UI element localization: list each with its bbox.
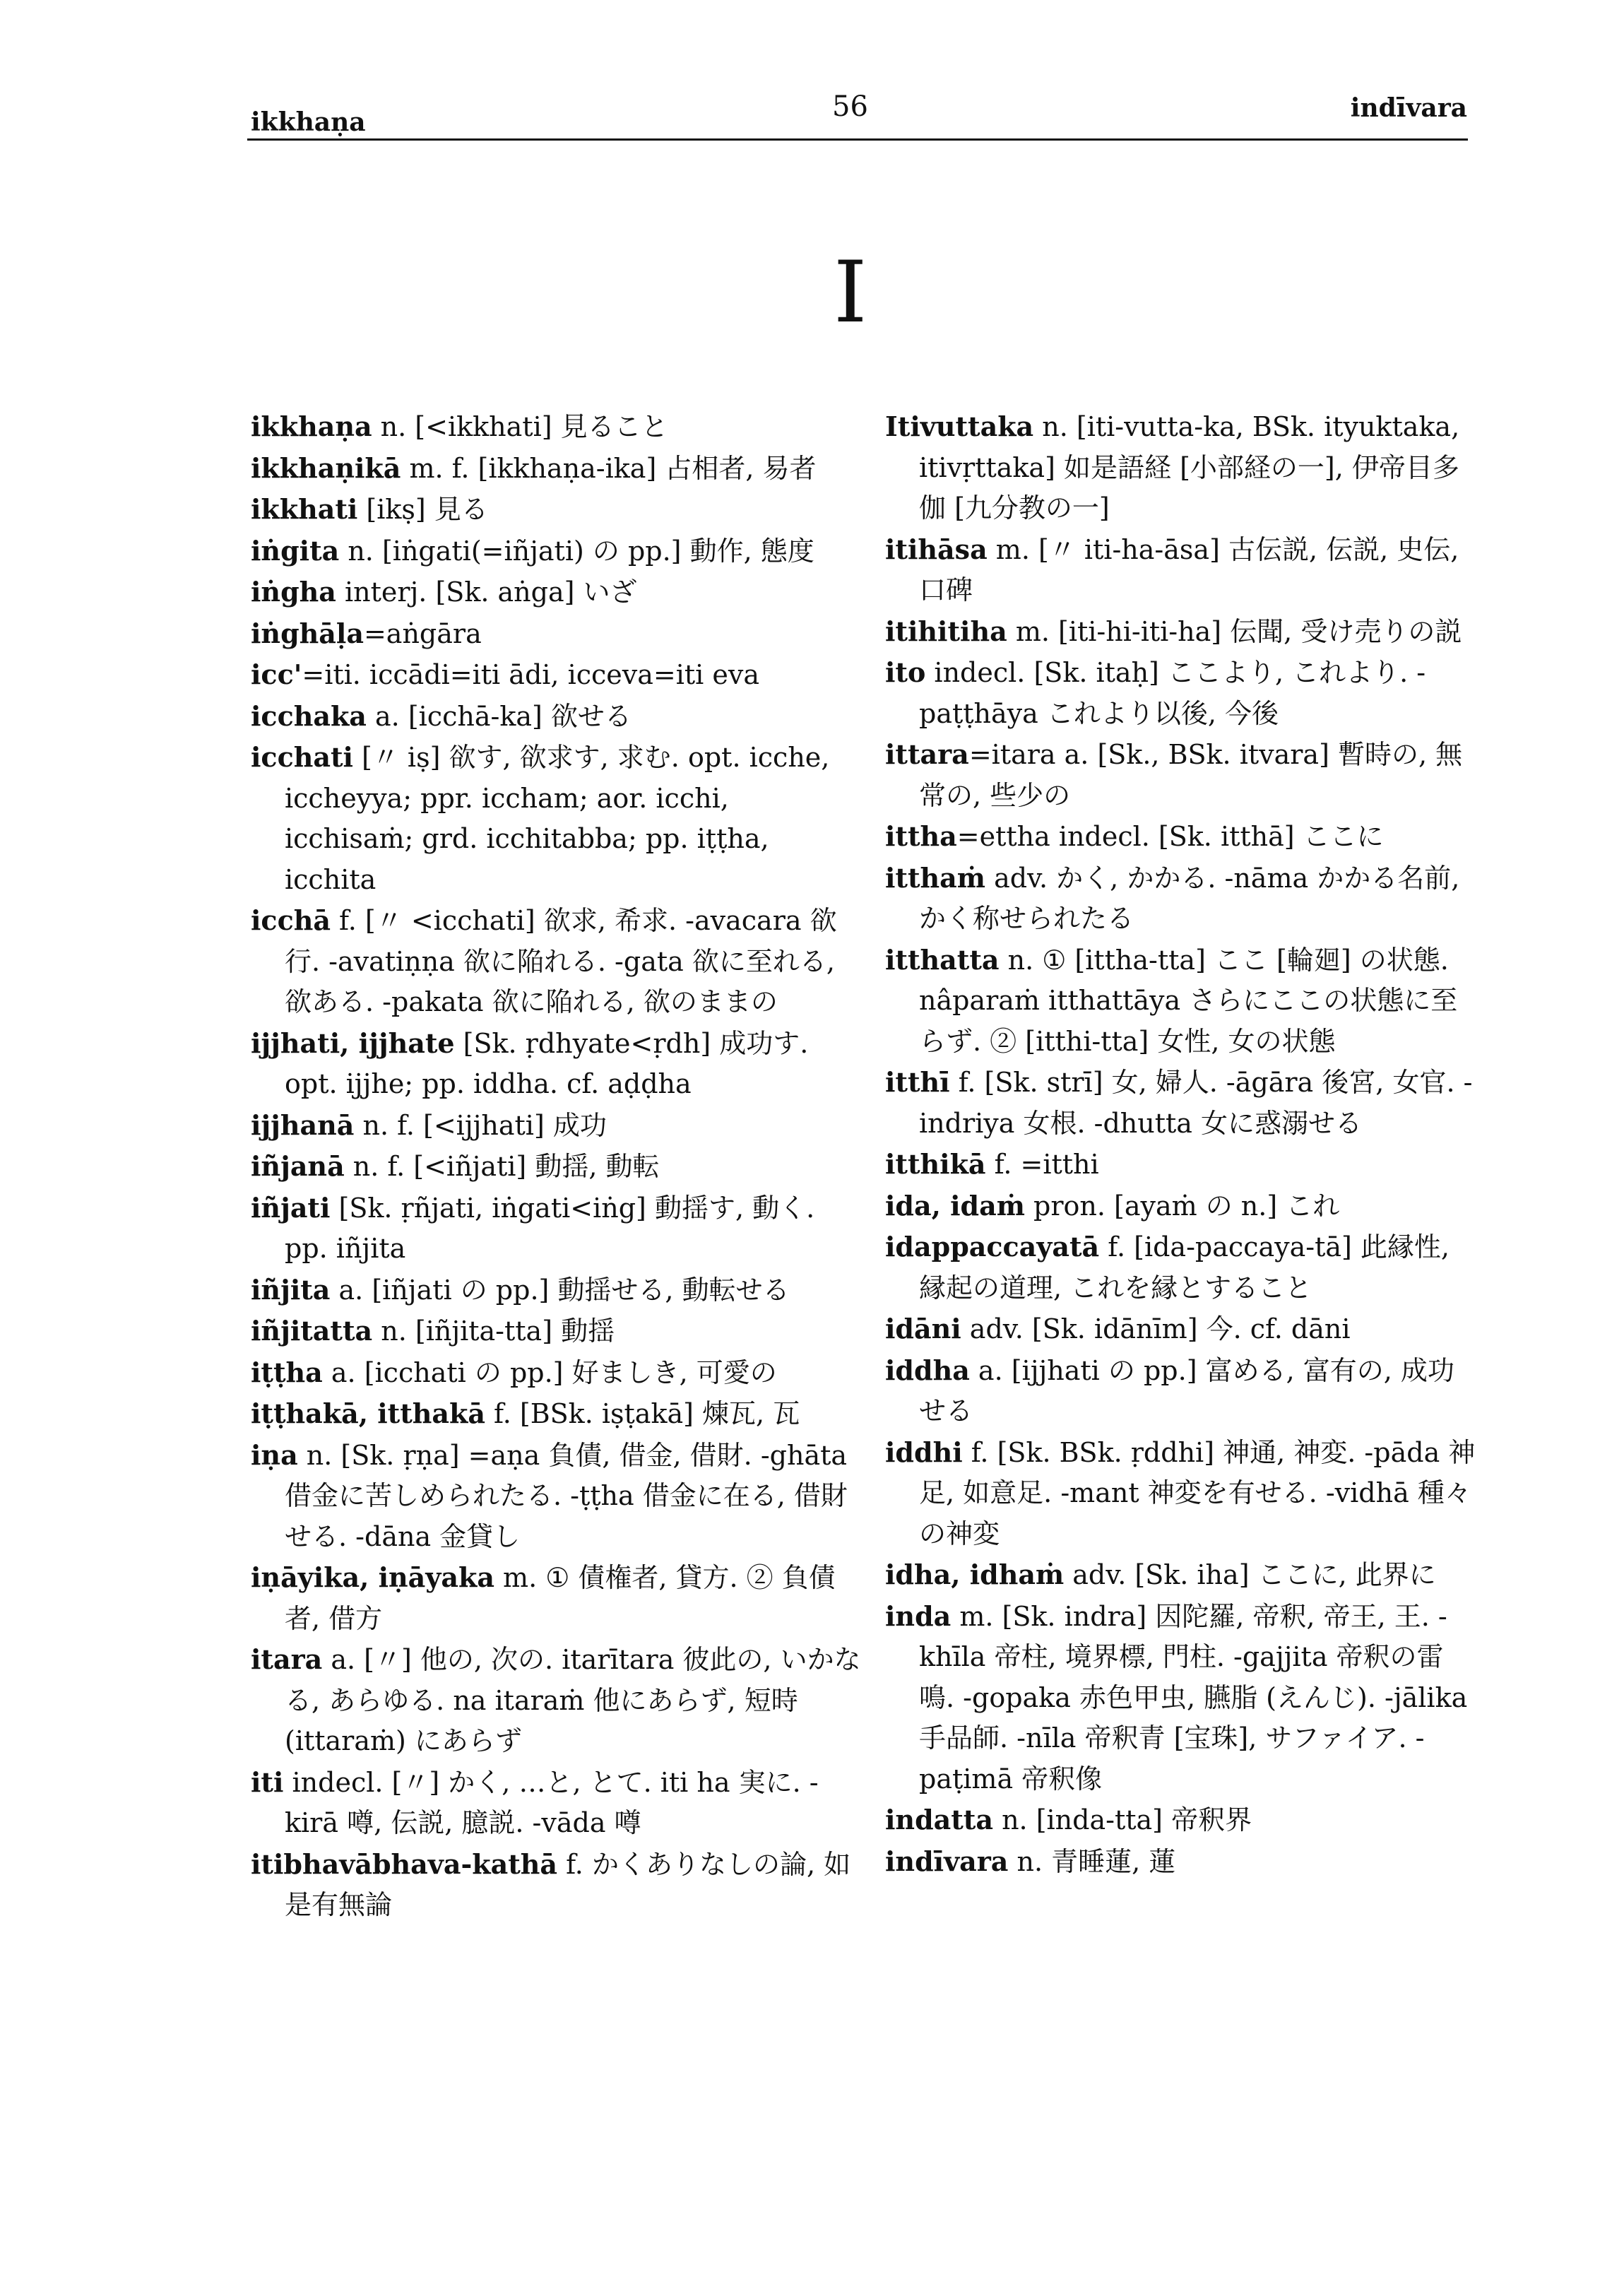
entry-headword: iñjitatta [251,1315,373,1347]
entry-definition: pron. [ayaṁ の n.] これ [1024,1190,1340,1222]
entry-headword: icchati [251,741,353,773]
entry-definition: interj. [Sk. aṅga] いざ [336,577,637,608]
dictionary-entry [885,1841,1478,1883]
entry-definition: adv. かく, かかる. -nāma かかる名前, かく称せられたる [919,862,1460,934]
entry-headword: itibhavābhava-kathā [251,1847,557,1880]
dictionary-entry [251,737,865,900]
entry-definition: n. [Sk. ṛṇa] =aṇa 負債, 借金, 借財. -ghāta 借金に苦しめられたる. -ṭṭha 借金に在る, 借財せる. -dāna 金貸し [285,1439,848,1552]
entry-definition: [Sk. ṛñjati, iṅgati<iṅg] 動揺す, 動く. pp. iñjita [285,1192,815,1264]
page-number: 56 [832,90,868,123]
entry-definition: adv. [Sk. idānīm] 今. cf. dāni [961,1313,1351,1344]
entry-headword: indīvara [885,1845,1009,1877]
entry-headword: iṅgita [251,534,340,567]
entry-definition: f. [Sk. BSk. ṛddhi] 神通, 神変. -pāda 神足, 如意足. -mant 神変を有せる. -vidhā 種々の神変 [919,1436,1476,1549]
dictionary-entry [885,529,1478,611]
dictionary-entry [885,1799,1478,1841]
entry-definition: indecl. [Sk. itaḥ] ここより, これより. -paṭṭhāya これより以後, 今後 [919,657,1426,729]
entry-definition: m. f. [ikkhaṇa-ika] 占相者, 易者 [401,452,817,484]
entry-headword: iñjanā [251,1150,345,1182]
dictionary-entry [251,1352,865,1394]
dictionary-entry [251,1105,865,1147]
entry-headword: iṭṭhakā, itthakā [251,1397,485,1429]
dictionary-entry [885,734,1478,816]
dictionary-entry [251,1311,865,1352]
entry-headword: idha, idhaṁ [885,1559,1065,1590]
entry-definition: f. [ida-paccaya-tā] 此縁性, 縁起の道理, これを縁とすること [919,1231,1450,1303]
entry-definition: n. [iṅgati(=iñjati) の pp.] 動作, 態度 [339,535,814,567]
dictionary-entry [251,696,865,738]
left-column [251,406,865,1926]
dictionary-entry [251,1557,865,1639]
entry-definition: n. ① [ittha-tta] ここ [輪廻] の状態. nâparaṁ itthattāya さらにここの状態に至らず. ② [itthi-tta] 女性, 女の状態 [919,944,1458,1057]
entry-definition: n. f. [<iñjati] 動揺, 動転 [344,1151,660,1182]
entry-headword: indatta [885,1804,993,1835]
dictionary-entry [251,1023,865,1105]
entry-definition: a. [ijjhati の pp.] 富める, 富有の, 成功せる [919,1354,1454,1426]
entry-headword: icc' [251,658,302,690]
entry-headword: itara [251,1643,323,1675]
entry-definition: f. [Sk. strī] 女, 婦人. -āgāra 後宮, 女官. -indriya 女根. -dhutta 女に惑溺せる [919,1067,1473,1139]
entry-headword: iṇa [251,1438,298,1471]
entry-definition: n. 青睡蓮, 蓮 [1008,1845,1176,1877]
dictionary-entry [885,652,1478,734]
entry-headword: iddha [885,1354,970,1386]
entry-definition: [ikṣ] 見る [357,494,488,525]
dictionary-entry [251,489,865,531]
dictionary-entry [885,1554,1478,1596]
entry-definition: f. かくありなしの論, 如是有無論 [285,1848,851,1920]
entry-headword: iṭṭha [251,1356,323,1388]
dictionary-entry [251,1844,865,1926]
entry-headword: idappaccayatā [885,1231,1100,1263]
entry-definition: a. [icchati の pp.] 好ましき, 可愛の [322,1356,777,1388]
section-letter: I [834,244,867,342]
dictionary-entry [251,654,865,696]
entry-definition: f. [〃 <icchati] 欲求, 希求. -avacara 欲行. -avatiṇṇa 欲に陥れる. -gata 欲に至れる, 欲ある. -pakata 欲に陥れる, 欲のままの [285,905,837,1017]
entry-definition: a. [icchā-ka] 欲せる [366,700,632,732]
entry-definition: f. =itthi [985,1149,1099,1180]
entry-headword: ittara [885,738,969,770]
dictionary-entry [251,1393,865,1435]
entry-definition: n. [iñjita-tta] 動揺 [372,1315,615,1347]
entry-headword: iṇāyika, iṇāyaka [251,1561,494,1593]
entry-headword: icchā [251,904,331,936]
entry-headword: itthī [885,1066,950,1098]
entry-definition: =itara a. [Sk., BSk. itvara] 暫時の, 無常の, 些少の [919,739,1463,811]
entry-definition: n. f. [<ijjhati] 成功 [354,1109,607,1141]
entry-headword: iti [251,1766,284,1798]
entry-headword: iñjati [251,1191,331,1224]
entry-headword: idāni [885,1313,961,1344]
dictionary-entry [251,1146,865,1188]
dictionary-entry [251,1762,865,1844]
dictionary-entry [251,900,865,1023]
entry-headword: itihāsa [885,533,988,565]
entry-headword: itthikā [885,1148,986,1180]
header-rule [247,138,1468,141]
entry-headword: itihitiha [885,615,1007,647]
entry-definition: [〃 iṣ] 欲す, 欲求す, 求む. opt. icche, iccheyya; ppr. iccham; aor. icchi, icchisaṁ; grd. icchitabba; pp. iṭṭha, icchita [285,742,830,895]
entry-headword: inda [885,1600,952,1632]
dictionary-entry [885,1308,1478,1350]
entry-definition: m. ① 債権者, 貸方. ② 負債者, 借方 [285,1562,836,1634]
entry-definition: f. [BSk. iṣṭakā] 煉瓦, 瓦 [485,1398,800,1429]
dictionary-entry [251,613,865,655]
entry-headword: ittha [885,820,957,852]
entry-definition: n. [<ikkhati] 見ること [372,411,668,442]
entry-headword: itthaṁ [885,861,985,894]
entry-headword: ikkhaṇikā [251,451,401,484]
entry-definition: =iti. iccādi=iti ādi, icceva=iti eva [302,659,760,690]
dictionary-entry [885,858,1478,940]
entry-headword: iñjita [251,1273,331,1306]
entry-headword: ikkhaṇa [251,410,372,442]
entry-definition: m. [〃 iti-ha-āsa] 古伝説, 伝説, 史伝, 口碑 [919,533,1459,605]
dictionary-entry [885,1144,1478,1186]
dictionary-entry [885,816,1478,858]
entry-headword: Itivuttaka [885,410,1034,442]
entry-headword: ito [885,656,926,688]
entry-definition: a. [〃] 他の, 次の. itarītara 彼此の, いかなる, あらゆる. na itaraṁ 他にあらず, 短時 (ittaraṁ) にあらず [285,1644,861,1756]
dictionary-entry [885,406,1478,529]
entry-definition: a. [iñjati の pp.] 動揺せる, 動転せる [330,1274,790,1306]
entry-definition: adv. [Sk. iha] ここに, 此界に [1064,1559,1436,1590]
entry-headword: iṅgha [251,576,336,608]
dictionary-entry [885,1226,1478,1308]
entry-definition: =aṅgāra [363,617,482,649]
running-head-left: ikkhaṇa [251,107,366,137]
entry-headword: iddhi [885,1436,963,1468]
entry-headword: ijjhanā [251,1108,355,1141]
entry-definition: [Sk. ṛdhyate<ṛdh] 成功す. opt. ijjhe; pp. iddha. cf. aḍḍha [285,1027,809,1099]
dictionary-entry [885,1186,1478,1227]
dictionary-entry [251,572,865,613]
entry-headword: ikkhati [251,493,358,525]
entry-headword: itthatta [885,943,1000,976]
dictionary-entry [885,1596,1478,1800]
entry-headword: icchaka [251,699,367,732]
dictionary-entry [885,1062,1478,1144]
entry-definition: n. [inda-tta] 帝釈界 [992,1804,1252,1835]
dictionary-entry [251,406,865,448]
dictionary-entry [885,1350,1478,1432]
dictionary-entry [885,1432,1478,1555]
dictionary-entry [885,611,1478,653]
dictionary-entry [251,531,865,572]
entry-headword: ijjhati, ijjhate [251,1027,455,1059]
entry-definition: n. [iti-vutta-ka, BSk. ityuktaka, itivṛttaka] 如是語経 [小部経の一], 伊帝目多伽 [九分教の一] [919,411,1460,524]
entry-definition: m. [Sk. indra] 因陀羅, 帝釈, 帝王, 王. -khīla 帝柱, 境界標, 門柱. -gajjita 帝釈の雷鳴. -gopaka 赤色甲虫, 臙脂 (えんじ). -jālika 手品師. -nīla 帝釈青 [宝珠], サファイア. -paṭimā 帝釈像 [919,1600,1468,1795]
dictionary-entry [885,940,1478,1063]
entry-definition: =ettha indecl. [Sk. itthā] ここに [956,821,1384,852]
dictionary-entry [251,1435,865,1558]
right-column [885,406,1478,1882]
entry-definition: indecl. [〃] かく, …と, とて. iti ha 実に. -kirā 噂, 伝説, 臆説. -vāda 噂 [283,1766,819,1838]
entry-definition: m. [iti-hi-iti-ha] 伝聞, 受け売りの説 [1007,615,1462,647]
dictionary-entry [251,448,865,490]
dictionary-entry [251,1188,865,1270]
running-head-right: indīvara [1350,93,1467,123]
dictionary-entry [251,1639,865,1762]
entry-headword: iṅghāḷa [251,617,364,649]
entry-headword: ida, idaṁ [885,1189,1025,1222]
dictionary-entry [251,1270,865,1311]
